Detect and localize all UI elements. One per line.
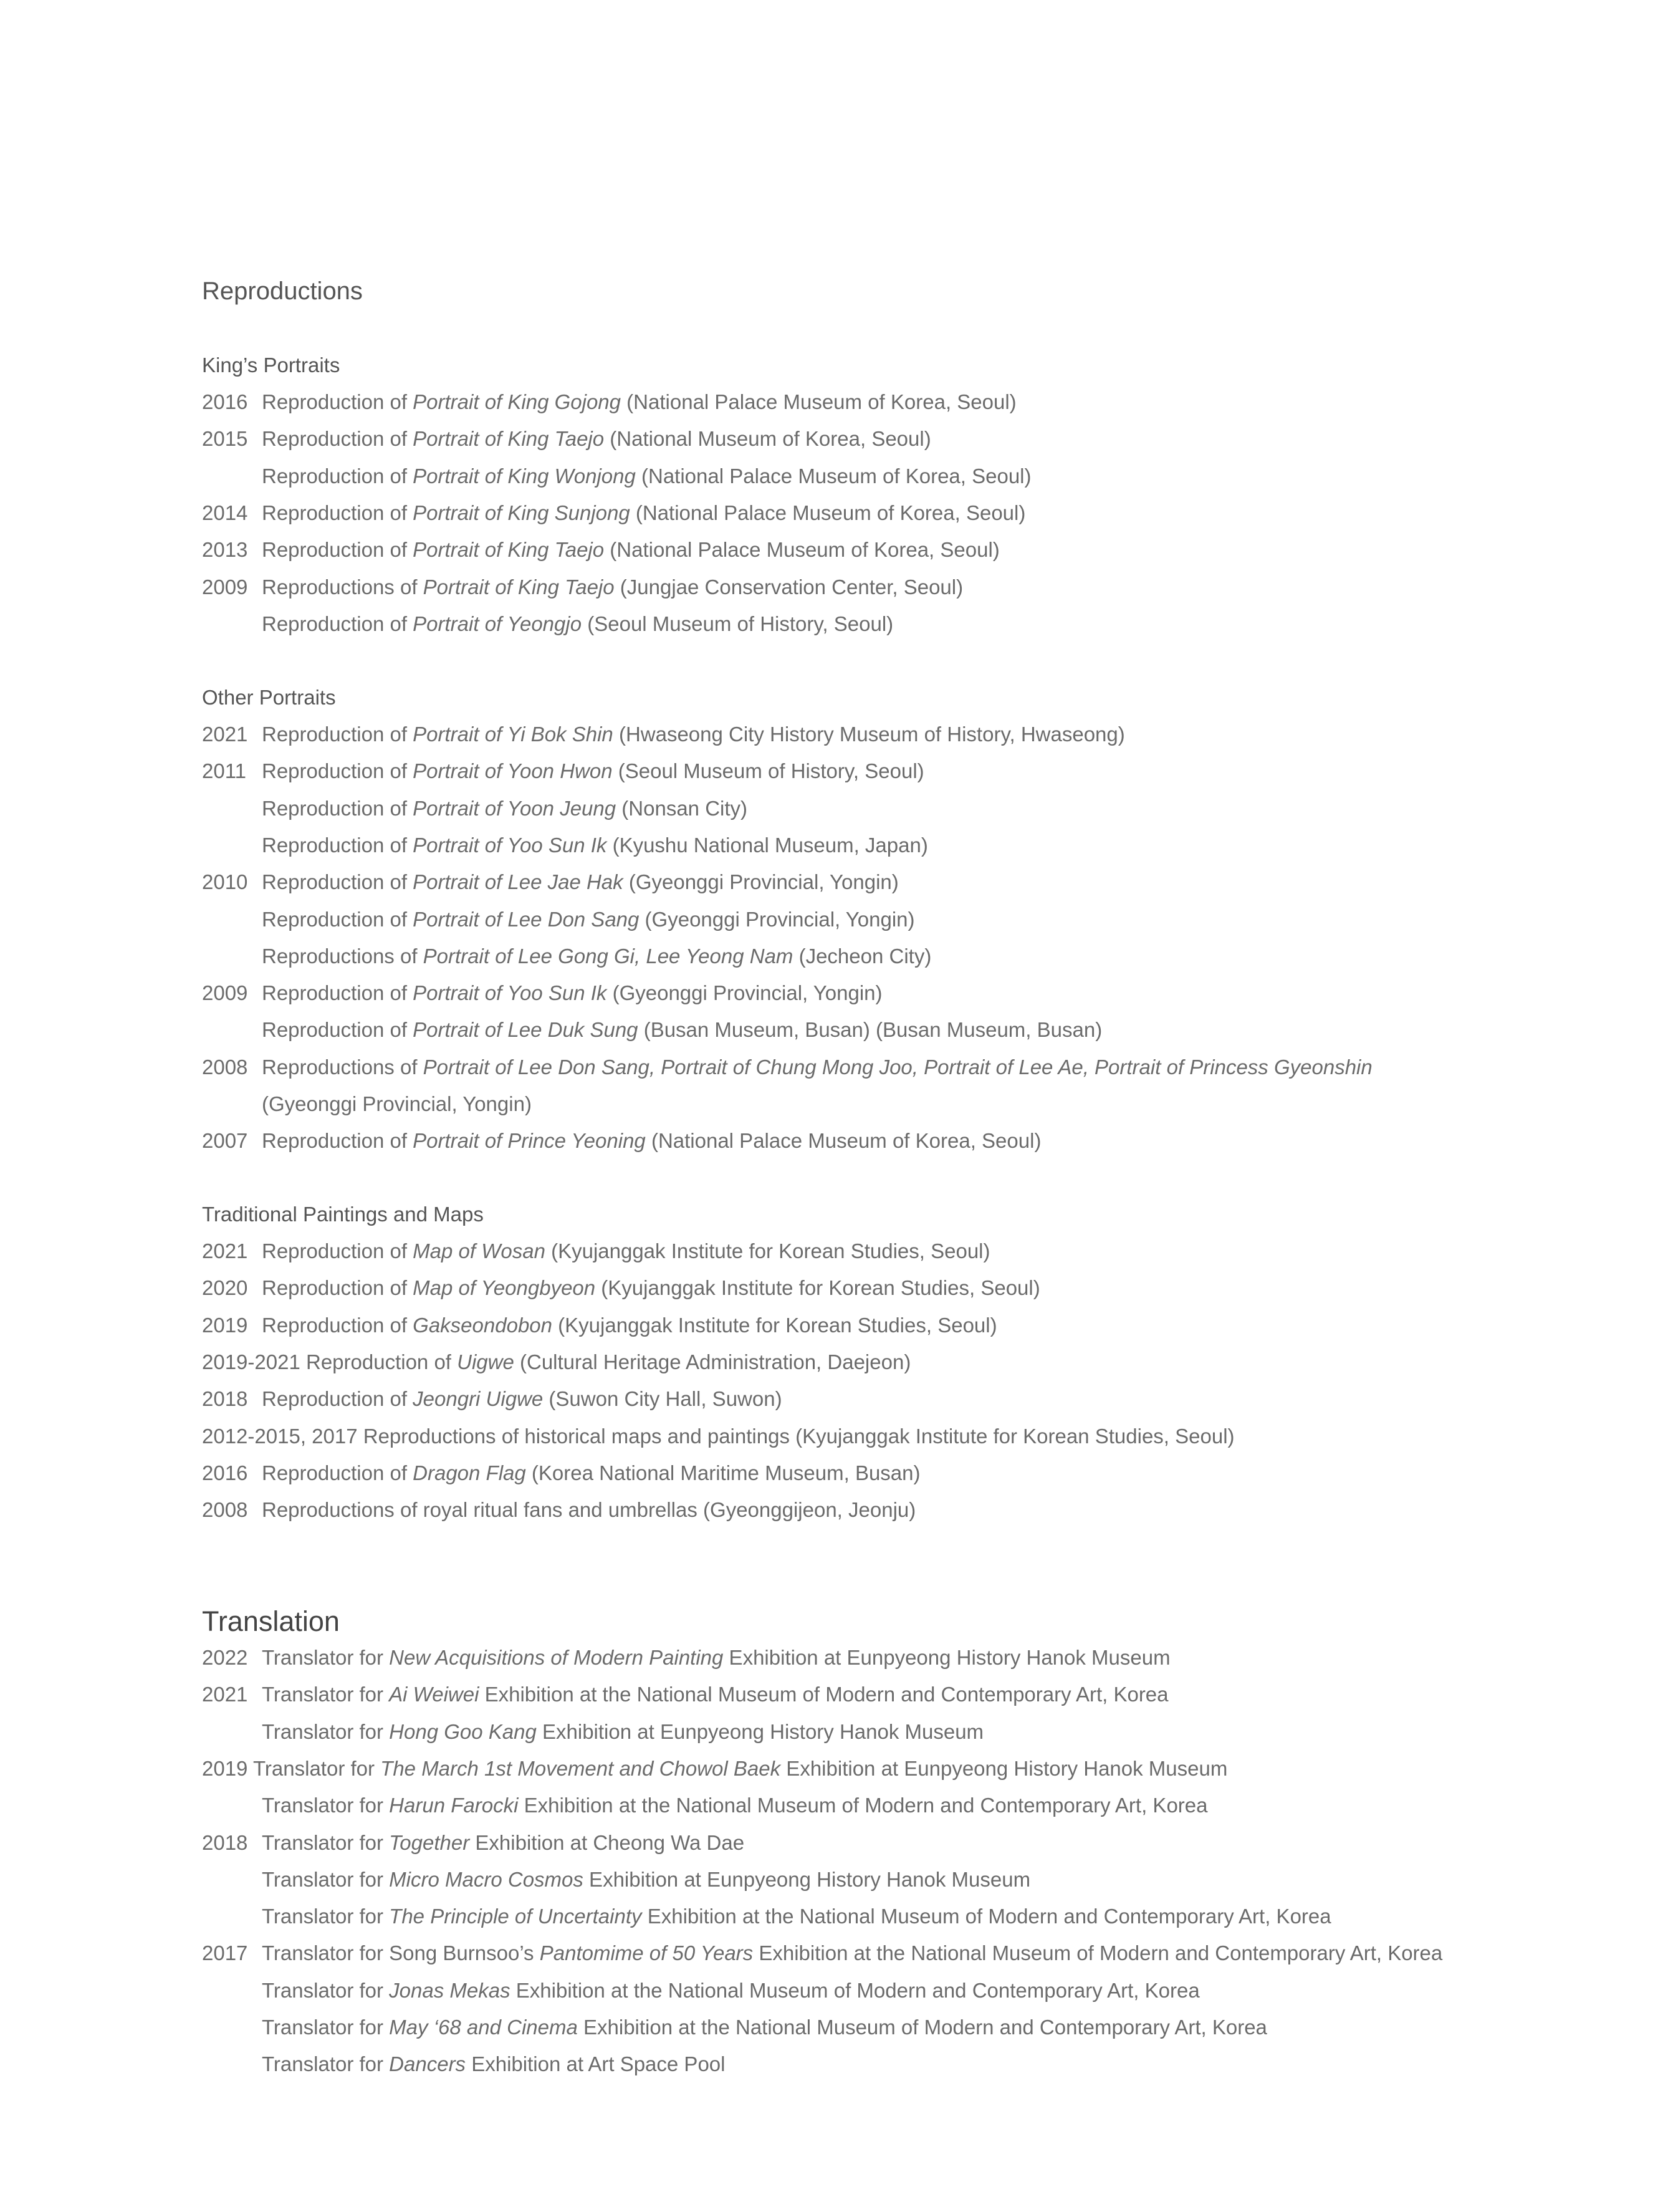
item-text: [262, 1941, 1442, 1965]
item-title: Jonas Mekas: [389, 1978, 510, 2002]
item-suffix: (Busan Museum, Busan) (Busan Museum, Busan): [638, 1018, 1103, 1042]
item-title: Dragon Flag: [413, 1461, 526, 1484]
item-suffix: (Nonsan City): [616, 796, 748, 820]
item-text: [262, 2016, 1267, 2039]
item-prefix: Translator for: [262, 1867, 390, 1891]
item-year: 2018: [202, 1830, 248, 1854]
item-title: Harun Farocki: [389, 1794, 519, 1817]
item-prefix: Reproduction of: [262, 1129, 413, 1153]
item-text: [262, 1387, 782, 1411]
item-suffix: (National Palace Museum of Korea, Seoul): [645, 1129, 1042, 1153]
kings-portraits-heading: King’s Portraits: [202, 353, 340, 377]
item-prefix: Reproduction of: [262, 1276, 413, 1300]
item-title: The Principle of Uncertainty: [389, 1905, 642, 1928]
item-title: May ‘68 and Cinema: [389, 2016, 578, 2039]
item-title: Portrait of Yoon Jeung: [413, 796, 616, 820]
item-prefix: Reproduction of: [262, 1387, 413, 1411]
item-suffix: Exhibition at the National Museum of Modern and Contemporary Art, Korea: [518, 1794, 1208, 1817]
item-suffix: (Gyeonggi Provincial, Yongin): [639, 907, 915, 931]
reproductions-heading: Reproductions: [202, 277, 363, 305]
item-suffix: Exhibition at Art Space Pool: [466, 2052, 726, 2076]
item-year: 2011: [202, 759, 246, 783]
item-text: [262, 1056, 1373, 1079]
item-title: Portrait of King Taejo: [423, 575, 615, 599]
item-prefix: Reproduction of: [262, 612, 413, 635]
item-prefix: Reproductions of: [262, 575, 423, 599]
item-title: Portrait of Lee Duk Sung: [413, 1018, 638, 1042]
item-text: [202, 1350, 911, 1374]
item-year: 2007: [202, 1129, 248, 1153]
item-title: Ai Weiwei: [389, 1683, 479, 1706]
item-suffix: Exhibition at Eunpyeong History Hanok Museum: [723, 1646, 1171, 1669]
item-title: The March 1st Movement and Chowol Baek: [380, 1756, 781, 1780]
item-year: 2008: [202, 1055, 248, 1079]
item-prefix: Reproduction of: [262, 427, 413, 451]
item-suffix: (National Palace Museum of Korea, Seoul): [630, 501, 1026, 524]
item-title: Portrait of Yoo Sun Ik: [413, 981, 607, 1005]
item-prefix: Translator for: [262, 2016, 390, 2039]
item-text: [262, 1831, 744, 1855]
item-title: Portrait of Yi Bok Shin: [413, 723, 613, 746]
item-text: [202, 1425, 1235, 1448]
item-title: Uigwe: [457, 1350, 514, 1373]
item-year: 2015: [202, 427, 248, 451]
item-text: [262, 575, 963, 599]
item-title: Together: [389, 1830, 470, 1854]
item-title: Portrait of King Wonjong: [413, 464, 636, 488]
item-suffix: (Kyujanggak Institute for Korean Studies, Seoul): [595, 1276, 1040, 1300]
item-prefix: Reproduction of: [262, 723, 413, 746]
item-prefix: Reproduction of: [262, 501, 413, 524]
item-year: 2014: [202, 501, 248, 524]
item-suffix: (Seoul Museum of History, Seoul): [582, 612, 894, 635]
item-suffix: (National Palace Museum of Korea, Seoul): [621, 390, 1017, 413]
item-title: Portrait of Lee Jae Hak: [413, 870, 623, 894]
item-title: Portrait of Yeongjo: [413, 612, 582, 635]
item-prefix: (Gyeonggi Provincial, Yongin): [262, 1092, 532, 1115]
item-title: Portrait of King Sunjong: [413, 501, 630, 524]
item-prefix: 2012-2015, 2017 Reproductions of historical maps and paintings (Kyujanggak Institute for Korean Studies, Seoul): [202, 1424, 1235, 1448]
item-suffix: (Kyushu National Museum, Japan): [606, 833, 928, 857]
item-title: Portrait of King Gojong: [413, 390, 621, 413]
item-text: [262, 945, 931, 968]
item-text: [262, 1461, 921, 1485]
other-portraits-heading: Other Portraits: [202, 686, 336, 709]
item-suffix: Exhibition at the National Museum of Modern and Contemporary Art, Korea: [577, 2016, 1267, 2039]
item-text: [262, 501, 1025, 525]
item-suffix: Exhibition at the National Museum of Modern and Contemporary Art, Korea: [641, 1905, 1331, 1928]
item-prefix: Reproduction of: [262, 464, 413, 488]
item-text: [202, 1757, 1227, 1781]
item-prefix: Reproduction of: [262, 1461, 413, 1484]
item-year: 2017: [202, 1941, 248, 1965]
item-year: 2008: [202, 1498, 248, 1522]
item-year: 2009: [202, 575, 248, 599]
item-year: 2021: [202, 723, 248, 746]
item-title: Map of Wosan: [413, 1239, 545, 1262]
item-title: Micro Macro Cosmos: [389, 1867, 583, 1891]
item-suffix: Exhibition at Eunpyeong History Hanok Museum: [536, 1719, 984, 1743]
item-year: 2016: [202, 1461, 248, 1484]
item-year: 2013: [202, 538, 248, 562]
item-title: Portrait of Prince Yeoning: [413, 1129, 646, 1153]
item-prefix: Translator for: [262, 1905, 390, 1928]
item-title: Portrait of Lee Don Sang: [413, 907, 640, 931]
item-title: Gakseondobon: [413, 1313, 553, 1337]
item-text: [262, 1683, 1169, 1706]
item-suffix: (National Museum of Korea, Seoul): [604, 427, 931, 451]
item-prefix: Translator for: [262, 1830, 390, 1854]
item-year: 2021: [202, 1239, 248, 1262]
item-year: 2022: [202, 1646, 248, 1669]
item-text: [262, 1276, 1040, 1300]
item-text: [262, 1720, 984, 1744]
item-title: Portrait of Lee Gong Gi, Lee Yeong Nam: [423, 944, 793, 968]
item-text: [262, 981, 883, 1005]
item-suffix: (Jecheon City): [793, 944, 932, 968]
item-suffix: Exhibition at the National Museum of Modern and Contemporary Art, Korea: [510, 1978, 1200, 2002]
item-suffix: (National Palace Museum of Korea, Seoul): [635, 464, 1032, 488]
item-prefix: Translator for: [262, 1978, 390, 2002]
item-text: [262, 1498, 916, 1522]
item-text: [262, 390, 1017, 414]
item-suffix: (Suwon City Hall, Suwon): [543, 1387, 782, 1411]
item-title: Pantomime of 50 Years: [539, 1941, 754, 1965]
item-text: [262, 612, 893, 636]
item-title: Dancers: [389, 2052, 466, 2076]
item-text: [262, 427, 931, 451]
item-prefix: Reproduction of: [262, 870, 413, 894]
item-prefix: Translator for: [262, 1683, 390, 1706]
item-prefix: Reproduction of: [262, 1018, 413, 1042]
item-text: [262, 723, 1125, 746]
item-title: Portrait of King Taejo: [413, 538, 605, 562]
item-suffix: (Gyeonggi Provincial, Yongin): [623, 870, 899, 894]
item-suffix: (Kyujanggak Institute for Korean Studies, Seoul): [552, 1313, 997, 1337]
item-text: [262, 1868, 1030, 1892]
item-suffix: (Gyeonggi Provincial, Yongin): [606, 981, 883, 1005]
item-prefix: Reproduction of: [262, 796, 413, 820]
item-text: [262, 1129, 1041, 1153]
item-prefix: Reproductions of royal ritual fans and umbrellas (Gyeonggijeon, Jeonju): [262, 1498, 916, 1522]
item-suffix: (Korea National Maritime Museum, Busan): [525, 1461, 921, 1484]
item-year: 2018: [202, 1387, 248, 1411]
item-year: 2016: [202, 390, 248, 413]
item-prefix: Translator for: [262, 1719, 390, 1743]
item-text: [262, 908, 915, 931]
item-title: Portrait of Yoo Sun Ik: [413, 833, 607, 857]
item-prefix: 2019 Translator for: [202, 1756, 381, 1780]
item-suffix: (Cultural Heritage Administration, Daejeon): [514, 1350, 911, 1373]
item-prefix: Reproductions of: [262, 944, 423, 968]
item-text: [262, 797, 747, 820]
translation-heading: Translation: [202, 1605, 340, 1637]
item-text: [262, 1646, 1171, 1670]
item-suffix: (National Palace Museum of Korea, Seoul): [604, 538, 1000, 562]
traditional-paintings-heading: Traditional Paintings and Maps: [202, 1203, 484, 1226]
item-suffix: Exhibition at the National Museum of Modern and Contemporary Art, Korea: [753, 1941, 1443, 1965]
item-prefix: Translator for: [262, 1794, 390, 1817]
item-year: 2009: [202, 981, 248, 1005]
item-text: [262, 1905, 1331, 1928]
item-prefix: Translator for Song Burnsoo’s: [262, 1941, 540, 1965]
item-text: [262, 464, 1032, 488]
item-prefix: Reproductions of: [262, 1055, 423, 1079]
item-title: Portrait of Lee Don Sang, Portrait of Chung Mong Joo, Portrait of Lee Ae, Portrait of Princess Gyeonshin: [423, 1055, 1373, 1079]
item-text: [262, 870, 899, 894]
item-text: [262, 1239, 990, 1263]
item-text: [262, 2052, 725, 2076]
item-suffix: (Jungjae Conservation Center, Seoul): [614, 575, 964, 599]
item-suffix: (Seoul Museum of History, Seoul): [612, 759, 924, 783]
item-year: 2021: [202, 1683, 248, 1706]
item-text: [262, 1979, 1200, 2003]
item-year: 2019: [202, 1313, 248, 1337]
item-prefix: Translator for: [262, 2052, 390, 2076]
item-prefix: Reproduction of: [262, 1313, 413, 1337]
item-prefix: Translator for: [262, 1646, 390, 1669]
item-prefix: Reproduction of: [262, 833, 413, 857]
item-prefix: Reproduction of: [262, 1239, 413, 1262]
item-suffix: Exhibition at Eunpyeong History Hanok Museum: [583, 1867, 1031, 1891]
item-text: [262, 1018, 1102, 1042]
item-text: [262, 834, 928, 857]
item-prefix: Reproduction of: [262, 538, 413, 562]
item-text: [262, 759, 924, 783]
item-text: [262, 1314, 997, 1337]
item-suffix: Exhibition at Cheong Wa Dae: [469, 1830, 745, 1854]
item-title: Portrait of King Taejo: [413, 427, 605, 451]
item-prefix: Reproduction of: [262, 981, 413, 1005]
item-suffix: Exhibition at Eunpyeong History Hanok Museum: [780, 1756, 1228, 1780]
item-year: 2010: [202, 870, 248, 894]
item-text: [262, 1092, 532, 1116]
item-text: [262, 538, 1000, 562]
item-title: Map of Yeongbyeon: [413, 1276, 596, 1300]
item-suffix: Exhibition at the National Museum of Modern and Contemporary Art, Korea: [479, 1683, 1169, 1706]
item-prefix: Reproduction of: [262, 759, 413, 783]
item-prefix: Reproduction of: [262, 390, 413, 413]
item-prefix: Reproduction of: [262, 907, 413, 931]
item-title: New Acquisitions of Modern Painting: [389, 1646, 724, 1669]
item-prefix: 2019-2021 Reproduction of: [202, 1350, 458, 1373]
item-year: 2020: [202, 1276, 248, 1300]
item-title: Portrait of Yoon Hwon: [413, 759, 613, 783]
item-title: Jeongri Uigwe: [413, 1387, 544, 1411]
item-suffix: (Kyujanggak Institute for Korean Studies, Seoul): [545, 1239, 990, 1262]
item-text: [262, 1794, 1208, 1817]
item-title: Hong Goo Kang: [389, 1719, 537, 1743]
item-suffix: (Hwaseong City History Museum of History, Hwaseong): [613, 723, 1125, 746]
